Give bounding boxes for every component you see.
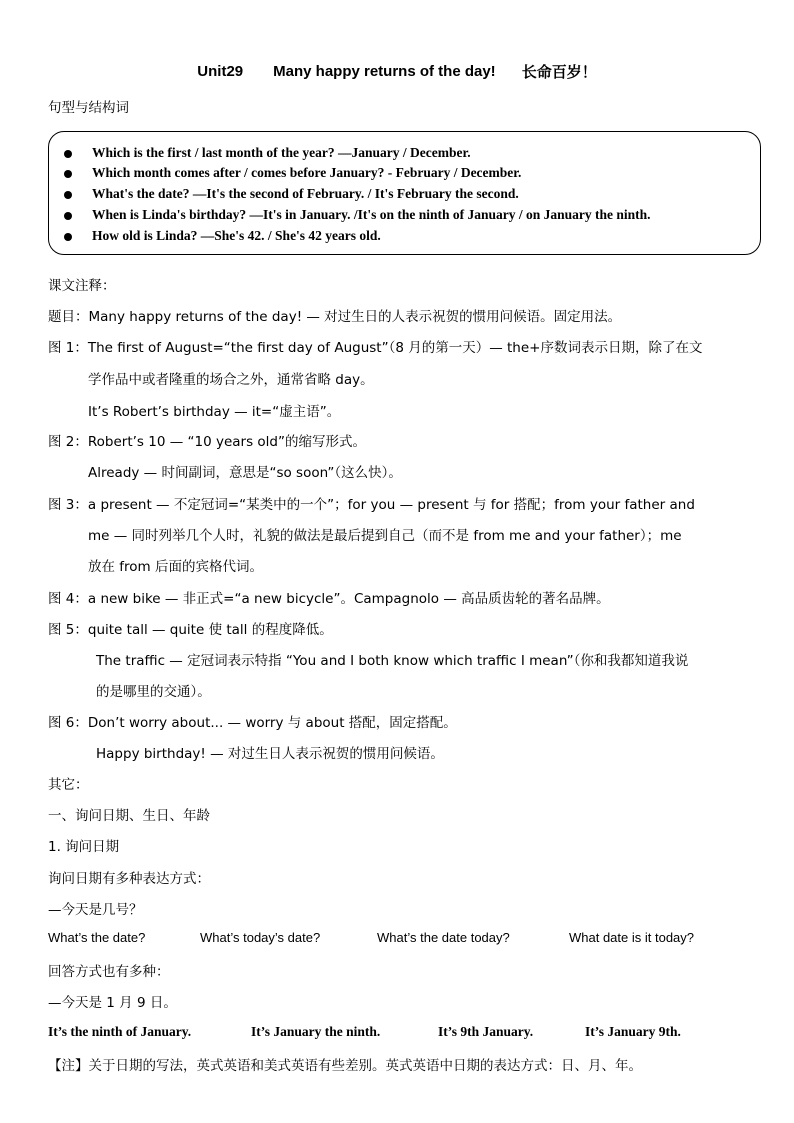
title-unit: Unit29 <box>197 62 244 80</box>
answer-example: It’s 9th January. <box>438 1024 534 1039</box>
note-5-extra: The traffic — 定冠词表示特指 “You and I both know which traffic I mean”（你和我都知道我说 <box>96 653 689 669</box>
section-patterns-heading: 句型与结构词 <box>48 100 129 116</box>
note-3-cont2: 放在 from 后面的宾格代词。 <box>88 559 263 575</box>
subsection-1-heading: 1. 询问日期 <box>48 839 120 855</box>
pattern-item <box>64 184 519 204</box>
pattern-item <box>64 226 381 246</box>
title-chinese: 长命百岁！ <box>521 62 597 81</box>
pattern-text: When is Linda's birthday? —It's in January. /It's on the ninth of January / on January the ninth. <box>92 207 651 222</box>
title-main: Many happy returns of the day! <box>273 62 496 80</box>
question-example: What date is it today? <box>569 930 695 945</box>
pattern-text: How old is Linda? —She's 42. / She's 42 years old. <box>92 228 381 243</box>
pattern-text: What's the date? —It's the second of February. / It's February the second. <box>92 186 519 201</box>
note-3-cont: me — 同时列举几个人时，礼貌的做法是最后提到自己（而不是 from me and your father）；me <box>88 528 682 544</box>
question-example: What’s the date today? <box>377 930 510 945</box>
answer-cn: —今天是 1 月 9 日。 <box>48 995 177 1011</box>
note-1-extra: It’s Robert’s birthday — it=“虚主语”。 <box>88 404 341 420</box>
note-1-cont: 学作品中或者隆重的场合之外，通常省略 day。 <box>88 372 374 388</box>
date-format-note: 【注】关于日期的写法，英式英语和美式英语有些差别。英式英语中日期的表达方式：日、月、年。 <box>48 1058 642 1074</box>
ask-question-cn: —今天是几号？ <box>48 902 143 918</box>
section-1-heading: 一、询问日期、生日、年龄 <box>48 808 210 824</box>
note-3: 图 3：a present — 不定冠词=“某类中的一个”；for you — present 与 for 搭配；from your father and <box>48 497 695 513</box>
question-example: What’s the date? <box>48 930 146 945</box>
bullet-icon <box>64 150 72 158</box>
notes-heading: 课文注释： <box>48 278 116 294</box>
pattern-item <box>64 143 471 163</box>
note-2-extra: Already — 时间副词，意思是“so soon”（这么快）。 <box>88 465 402 481</box>
note-title: 题目：Many happy returns of the day! — 对过生日的人表示祝贺的惯用问候语。固定用法。 <box>48 309 622 325</box>
pattern-text: Which is the first / last month of the year? —January / December. <box>92 145 471 160</box>
bullet-icon <box>64 170 72 178</box>
bullet-icon <box>64 233 72 241</box>
answer-intro: 回答方式也有多种： <box>48 964 170 980</box>
other-heading: 其它： <box>48 777 89 793</box>
note-5-cont: 的是哪里的交通）。 <box>96 684 211 700</box>
note-6: 图 6：Don’t worry about... — worry 与 about 搭配，固定搭配。 <box>48 715 457 731</box>
bullet-icon <box>64 212 72 220</box>
answer-example: It’s the ninth of January. <box>48 1024 192 1039</box>
note-2: 图 2：Robert’s 10 — “10 years old”的缩写形式。 <box>48 434 366 450</box>
question-example: What’s today’s date? <box>200 930 321 945</box>
pattern-item <box>64 205 651 225</box>
pattern-item <box>64 163 521 183</box>
note-1: 图 1：The first of August=“the first day of August”（8 月的第一天）— the+序数词表示日期，除了在文 <box>48 340 703 356</box>
bullet-icon <box>64 191 72 199</box>
answer-example: It’s January the ninth. <box>251 1024 381 1039</box>
answer-example: It’s January 9th. <box>585 1024 681 1039</box>
ask-intro: 询问日期有多种表达方式： <box>48 871 210 887</box>
page-title <box>0 58 794 84</box>
note-5: 图 5：quite tall — quite 使 tall 的程度降低。 <box>48 622 333 638</box>
note-4: 图 4：a new bike — 非正式=“a new bicycle”。Campagnolo — 高品质齿轮的著名品牌。 <box>48 591 610 607</box>
note-6-extra: Happy birthday! — 对过生日人表示祝贺的惯用问候语。 <box>96 746 444 762</box>
pattern-text: Which month comes after / comes before January? - February / December. <box>92 165 522 180</box>
